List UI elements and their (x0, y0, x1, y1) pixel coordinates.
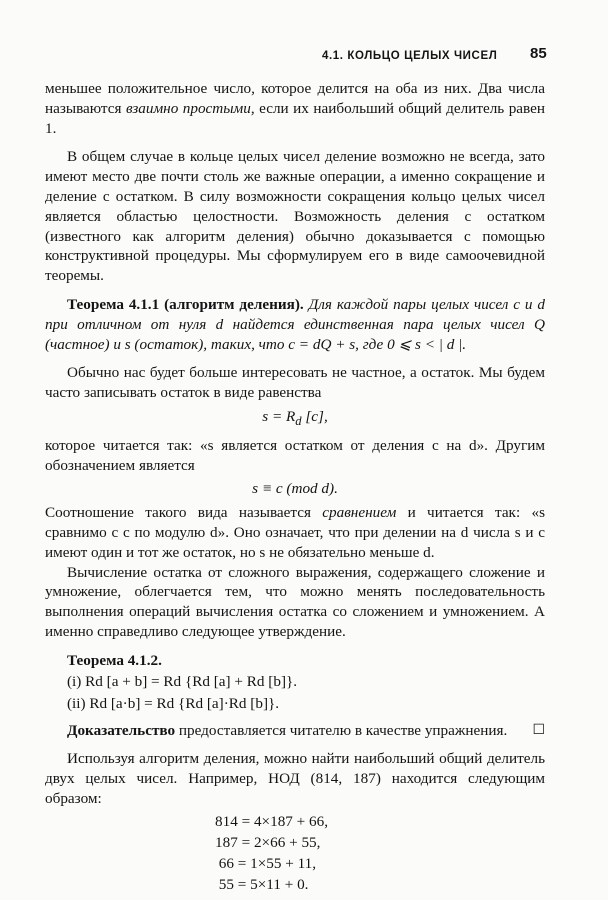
theorem-4-1-1-statement: Для каждой пары целых чисел c и d при отличном от нуля d найдется единственная пара целых чисел Q (частное) и s (остаток), таких, что c = dQ + s, где 0 ⩽ s < | d |. (45, 295, 545, 353)
equation-congruence (45, 479, 545, 499)
qed-symbol: ☐ (532, 721, 545, 738)
theorem-4-1-2-title (45, 651, 545, 671)
eq-tail: [c], (301, 407, 328, 425)
eq-lhs: s = R (262, 407, 296, 425)
calc-line: 55 = 5×11 + 0. (215, 875, 309, 893)
text-run: , если их наибольший общий делитель равен 1. (45, 99, 545, 137)
gcd-calculation (45, 811, 545, 895)
paragraph-congruence (45, 503, 545, 562)
page-number: 85 (530, 45, 547, 62)
paragraph-coprime (45, 79, 545, 138)
proof-body: предоставляется читателю в качестве упражнения. (175, 721, 508, 739)
paragraph-remainder-computation: Вычисление остатка от сложного выражения, содержащего сложение и умножение, облегчается тем, что можно менять последовательность выполнения операций вычисления остатка со сложением и умножением. А именно справедливо следующее утверждение. (45, 563, 545, 640)
proof-paragraph (45, 721, 545, 741)
eq-congruence-text: s ≡ c (mod d). (252, 480, 338, 498)
eq-sub: d (295, 413, 302, 428)
paragraph-remainder-notation: Обычно нас будет больше интересовать не частное, а остаток. Мы будем часто записывать остаток в виде равенства (45, 364, 545, 402)
paragraph-reading: которое читается так: «s является остатком от деления c на d». Другим обозначением является (45, 436, 545, 474)
calc-line: 814 = 4×187 + 66, (215, 812, 329, 830)
running-title: 4.1. КОЛЬЦО ЦЕЛЫХ ЧИСЕЛ (322, 50, 498, 62)
theorem-4-1-1-title: Теорема 4.1.1 (алгоритм деления). (67, 295, 304, 313)
theorem-4-1-2-item-ii: (ii) Rd [a·b] = Rd {Rd [a]·Rd [b]}. (67, 694, 280, 712)
body-text (45, 79, 545, 895)
proof-head: Доказательство (67, 721, 176, 739)
calc-line: 66 = 1×55 + 11, (215, 854, 317, 872)
page-header (0, 47, 608, 67)
theorem-4-1-2-items (45, 671, 545, 715)
term-congruence: сравнением (322, 504, 397, 522)
text-run: и читается так: «s сравнимо с c по модулю d». Оно означает, что при делении на d числа s и c имеют один и тот же остаток, но s не обязательно меньше d. (45, 504, 545, 561)
calc-line: 187 = 2×66 + 55, (215, 833, 321, 851)
paragraph-gcd-example: Используя алгоритм деления, можно найти наибольший общий делитель двух целых чисел. Например, НОД (814, 187) находится следующим образом: (45, 750, 545, 807)
text-run: Соотношение такого вида называется (45, 504, 323, 522)
theorem-4-1-2-head: Теорема 4.1.2. (67, 651, 162, 669)
term-coprime: взаимно простыми (125, 99, 251, 117)
text-run: меньшее положительное число, которое делится на оба из них. Два числа называются (45, 80, 545, 117)
theorem-4-1-2-item-i: (i) Rd [a + b] = Rd {Rd [a] + Rd [b]}. (67, 672, 298, 690)
equation-remainder (45, 407, 545, 432)
theorem-4-1-1 (45, 295, 545, 354)
paragraph-division-overview: В общем случае в кольце целых чисел деление возможно не всегда, зато имеют место две почти столь же важные операции, а именно сокращение и деление с остатком. В силу возможности сокращения кольцо целых чисел является областью целостности. Возможность деления с остатком (известного как алгоритм деления) обычно доказывается с помощью конструктивной процедуры. Мы сформулируем его в виде самоочевидной теоремы. (45, 148, 545, 285)
